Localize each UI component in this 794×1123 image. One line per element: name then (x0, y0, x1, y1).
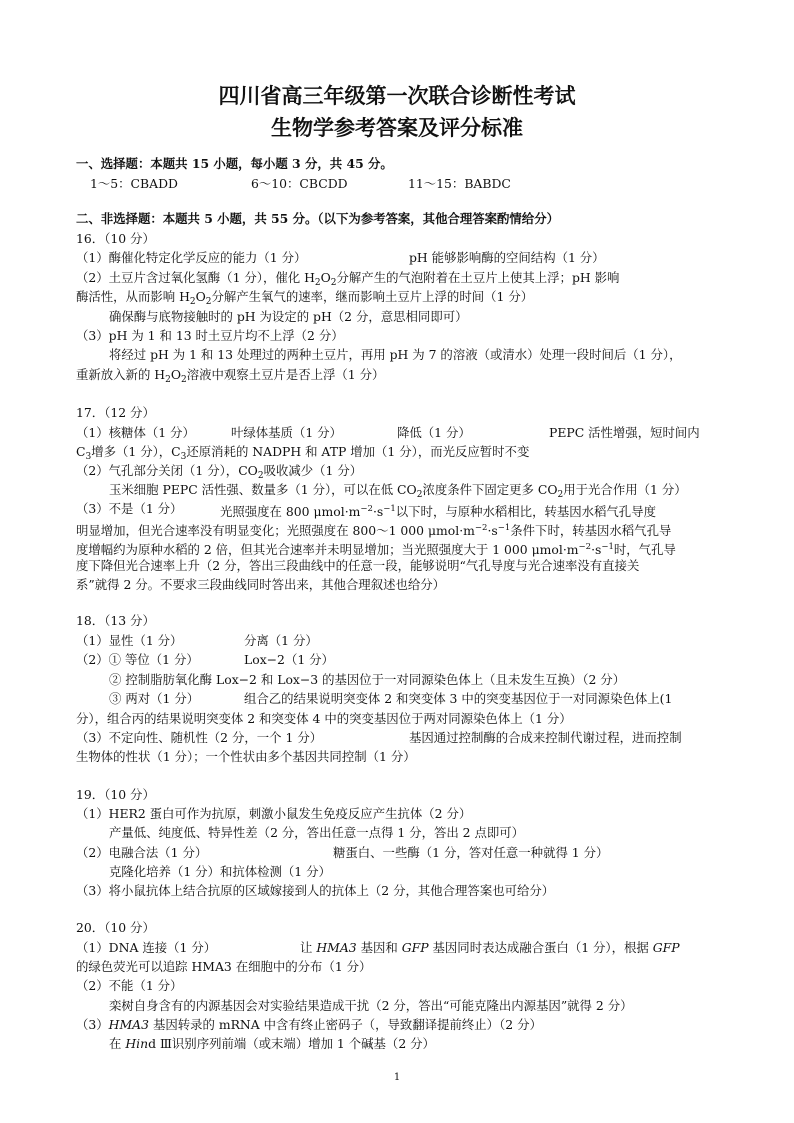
q16-answer-1a: （1）酶催化特定化学反应的能力（1 分） (76, 250, 307, 265)
text: （2）气孔部分关闭（1 分），CO (76, 463, 258, 478)
q17-part2-line1 (76, 463, 362, 484)
q16-part2-line3: 确保酶与底物接触时的 pH 为设定的 pH（2 分，意思相同即可） (109, 309, 468, 324)
text: 吸收减少（1 分） (263, 463, 363, 478)
q18-answer-1b: 分离（1 分） (244, 633, 318, 648)
q20-part2-line1: （2）不能（1 分） (76, 978, 183, 993)
text: （3） (76, 1017, 109, 1032)
q17-part3-line4: 度下降但光合速率上升（2 分，答出三段曲线中的任意一段，能够说明“气孔导度与光合速率没有直接关 (76, 558, 640, 573)
q18-part3-line2: 生物体的性状（1 分）；一个性状由多个基因共同控制（1 分） (76, 749, 416, 764)
subscript: 2 (205, 297, 212, 307)
superscript: −1 (601, 542, 614, 552)
q17-answer-1b: 叶绿体基质（1 分） (231, 425, 342, 440)
q17-heading: 17．（12 分） (76, 405, 155, 420)
superscript: −2 (360, 504, 373, 514)
page-subtitle: 生物学参考答案及评分标准 (271, 116, 523, 140)
part1-heading: 一、选择题：本题共 15 小题，每小题 3 分，共 45 分。 (76, 156, 393, 171)
q16-part2-line2 (76, 289, 533, 310)
text: 基因转录的 mRNA 中含有终止密码子（，导致翻译提前终止）（2 分） (149, 1017, 542, 1032)
q17-part1-line2 (76, 444, 529, 465)
q17-answer-1a: （1）核糖体（1 分） (76, 425, 195, 440)
q18-answer-2a: （2）① 等位（1 分） (76, 652, 199, 667)
superscript: −1 (497, 523, 511, 533)
subscript: 3 (85, 452, 92, 462)
text: O (170, 367, 181, 382)
q17-answer-1c: 降低（1 分） (397, 425, 471, 440)
q17-part2-line2 (109, 482, 687, 503)
q18-heading: 18．（13 分） (76, 613, 155, 628)
gene-name: GFP (401, 940, 429, 955)
text: 浓度条件下固定更多 CO (422, 482, 558, 497)
text: ·s (487, 523, 498, 538)
q20-part3-line2 (109, 1036, 435, 1052)
text: 度增幅约为原种水稻的 2 倍，但其光合速率并未明显增加；当光照强度大于 1 000 μmol·m (76, 542, 579, 557)
text: 时，气孔导 (613, 542, 676, 557)
text: 光照强度在 800 μmol·m (220, 504, 361, 519)
q19-part2-line2: 克隆化培养（1 分）和抗体检测（1 分） (109, 864, 331, 879)
q20-part1-line2: 的绿色荧光可以追踪 HMA3 在细胞中的分布（1 分） (76, 959, 372, 974)
q18-answer-2d: 组合乙的结果说明突变体 2 和突变体 3 中的突变基因位于一对同源染色体上(1 (244, 691, 673, 706)
q16-answer-1b: pH 能够影响酶的空间结构（1 分） (409, 250, 605, 265)
text: C (76, 444, 86, 459)
q20-answer-1b (300, 940, 680, 956)
text: O (320, 270, 331, 285)
text: （2）土豆片含过氧化氢酶（1 分），催化 H (76, 270, 315, 285)
superscript: −1 (383, 504, 396, 514)
q20-heading: 20．（10 分） (76, 920, 155, 935)
answers-1-5: 1～5：CBADD (90, 176, 178, 191)
q20-part3-line1 (76, 1017, 542, 1033)
q19-part1-line1: （1）HER2 蛋白可作为抗原，刺激小鼠发生免疫反应产生抗体（2 分） (76, 806, 472, 821)
page-title: 四川省高三年级第一次联合诊断性考试 (218, 84, 576, 108)
q20-part2-line2: 栾树自身含有的内源基因会对实验结果造成干扰（2 分，答出“可能克隆出内源基因”就得 2 分） (109, 998, 633, 1013)
q19-heading: 19．（10 分） (76, 787, 155, 802)
q16-heading: 16．（10 分） (76, 231, 155, 246)
text: ·s (372, 504, 384, 519)
q17-part3-line5: 系”就得 2 分。不要求三段曲线同时答出来，其他合理叙述也给分） (76, 577, 446, 592)
q18-answer-3a: （3）不定向性、随机性（2 分，一个 1 分） (76, 730, 323, 745)
text: 分解产生的气泡附着在土豆片上使其上浮；pH 影响 (336, 270, 620, 285)
q17-answer-3a: （3）不是（1 分） (76, 501, 183, 516)
q16-part3-line2: 将经过 pH 为 1 和 13 处理过的两种土豆片，再用 pH 为 7 的溶液（或清水）处理一段时间后（1 分）， (109, 347, 682, 362)
subscript: 2 (181, 375, 187, 385)
q17-part3-line3 (76, 539, 676, 558)
q16-part3-line3 (76, 367, 384, 388)
text: 还原消耗的 NADPH 和 ATP 增加（1 分），而光反应暂时不变 (186, 444, 530, 459)
subscript: 2 (165, 375, 171, 385)
text: 重新放入新的 H (76, 367, 166, 382)
q17-answer-3b (220, 501, 656, 520)
text: O (195, 289, 206, 304)
q19-part1-line2: 产量低、纯度低、特异性差（2 分，答出任意一点得 1 分，答出 2 点即可） (109, 825, 525, 840)
text: 以下时，与原种水稻相比，转基因水稻气孔导度 (395, 504, 656, 519)
gene-name: HMA3 (108, 1017, 149, 1032)
text: 条件下时，转基因水稻气孔导 (510, 523, 672, 538)
q16-part2-line1 (76, 270, 619, 291)
q18-answer-2c: ③ 两对（1 分） (109, 691, 200, 706)
q17-answer-1d: PEPC 活性增强，短时间内 (549, 425, 700, 440)
subscript: 2 (257, 471, 264, 481)
enzyme-name: Hin (125, 1036, 149, 1051)
text: 用于光合作用（1 分） (563, 482, 687, 497)
superscript: −2 (578, 542, 592, 552)
subscript: 2 (314, 278, 321, 288)
subscript: 2 (557, 490, 564, 500)
q20-answer-1a: （1）DNA 连接（1 分） (76, 940, 217, 955)
text: 让 (300, 940, 317, 955)
answers-6-10: 6～10：CBCDD (251, 176, 348, 191)
text: 在 (109, 1036, 126, 1051)
text: 玉米细胞 PEPC 活性强、数量多（1 分），可以在低 CO (109, 482, 417, 497)
text: d Ⅲ识别序列前端（或末端）增加 1 个碱基（2 分） (148, 1036, 435, 1051)
text: 基因同时表达成融合蛋白（1 分），根据 (428, 940, 653, 955)
q18-part2-line4: 分），组合丙的结果说明突变体 2 和突变体 4 中的突变基因位于两对同源染色体上（1 分） (76, 711, 572, 726)
q16-part3-line1: （3）pH 为 1 和 13 时土豆片均不上浮（2 分） (76, 328, 344, 343)
q18-answer-1a: （1）显性（1 分） (76, 633, 183, 648)
text: 分解产生氧气的速率，继而影响土豆片上浮的时间（1 分） (211, 289, 534, 304)
text: ·s (591, 542, 602, 557)
q19-answer-2b: 糖蛋白、一些酶（1 分，答对任意一种就得 1 分） (333, 845, 609, 860)
q18-answer-3b: 基因通过控制酶的合成来控制代谢过程，进而控制 (409, 730, 682, 745)
text: 酶活性，从而影响 H (76, 289, 190, 304)
subscript: 2 (189, 297, 196, 307)
text: 基因和 (356, 940, 402, 955)
q18-part2-line2: ② 控制脂肪氧化酶 Lox−2 和 Lox−3 的基因位于一对同源染色体上（且未发生互换）（2 分） (109, 672, 626, 687)
superscript: −2 (474, 523, 488, 533)
q17-part3-line2 (76, 520, 671, 539)
text: 增多（1 分），C (91, 444, 181, 459)
answers-11-15: 11～15：BABDC (408, 176, 511, 191)
q18-answer-2b: Lox−2（1 分） (244, 652, 334, 667)
text: 明显增加，但光合速率没有明显变化；光照强度在 800～1 000 μmol·m (76, 523, 475, 538)
subscript: 2 (416, 490, 423, 500)
q19-answer-2a: （2）电融合法（1 分） (76, 845, 208, 860)
gene-name: HMA3 (316, 940, 357, 955)
q19-part3: （3）将小鼠抗体上结合抗原的区域嫁接到人的抗体上（2 分，其他合理答案也可给分） (76, 883, 555, 898)
page-number: 1 (393, 1072, 401, 1083)
text: 溶液中观察土豆片是否上浮（1 分） (186, 367, 385, 382)
part2-heading: 二、非选择题：本题共 5 小题，共 55 分。（以下为参考答案，其他合理答案酌情给分） (76, 211, 559, 226)
subscript: 3 (180, 452, 187, 462)
subscript: 2 (330, 278, 337, 288)
gene-name: GFP (652, 940, 680, 955)
